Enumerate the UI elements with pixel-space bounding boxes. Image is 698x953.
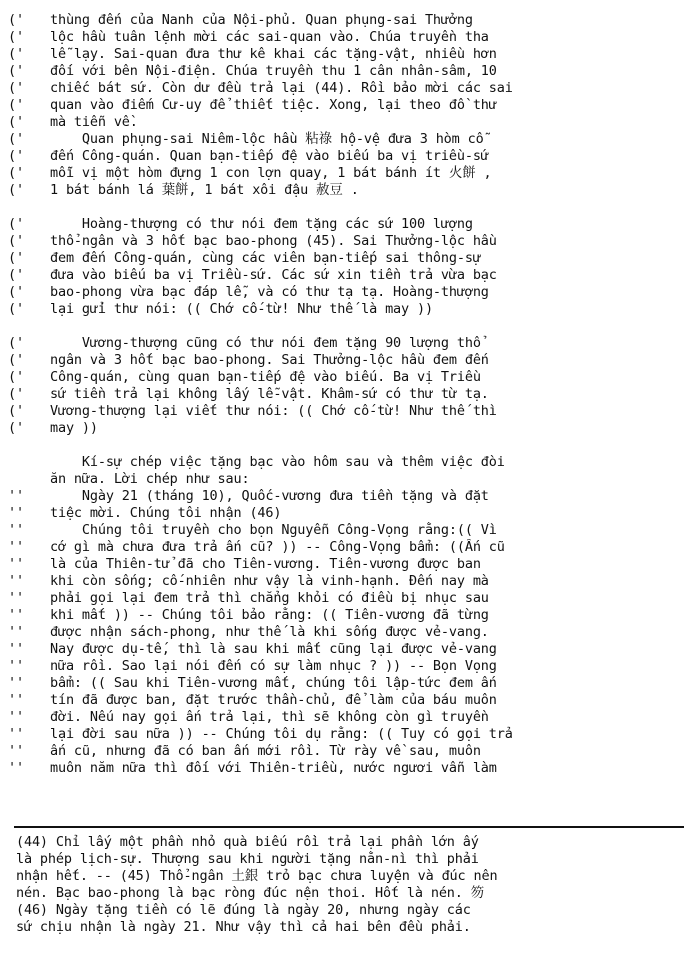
text-line [0, 148, 698, 165]
margin-mark: (' [8, 301, 24, 317]
margin-mark: (' [8, 131, 24, 147]
text-line [0, 267, 698, 284]
margin-mark: (' [8, 386, 24, 402]
line-text: lễ lạy. Sai-quan đưa thư kê khai các tặng-vật, nhiều hơn [50, 46, 497, 62]
margin-mark: (' [8, 369, 24, 385]
text-line [0, 386, 698, 403]
text-line [0, 556, 698, 573]
margin-mark: '' [8, 692, 24, 708]
text-line [0, 437, 698, 454]
line-text: Công-quán, cùng quan bạn-tiếp đệ vào biếu. Ba vị Triều [50, 369, 481, 385]
margin-mark: '' [8, 488, 24, 504]
text-line [0, 488, 698, 505]
text-line [0, 199, 698, 216]
text-line [0, 46, 698, 63]
line-text: 1 bát bánh lá 葉餅, 1 bát xôi đậu 赦豆 . [50, 182, 359, 198]
text-line [0, 250, 698, 267]
margin-mark: (' [8, 284, 24, 300]
line-text: ấn cũ, nhưng đã có ban ấn mới rồi. Từ rày về sau, muôn [50, 743, 481, 759]
margin-mark: '' [8, 607, 24, 623]
text-line [0, 658, 698, 675]
text-line [0, 454, 698, 471]
margin-mark: (' [8, 335, 24, 351]
margin-mark: (' [8, 233, 24, 249]
text-line [0, 709, 698, 726]
text-line [0, 607, 698, 624]
line-text: ăn nữa. Lời chép như sau: [50, 471, 250, 487]
line-text: muôn năm nữa thì đối với Thiên-triều, nước ngươi vẫn làm [50, 760, 497, 776]
line-text: đối với bên Nội-điện. Chúa truyền thu 1 cân nhân-sâm, 10 [50, 63, 497, 79]
line-text: tiệc mời. Chúng tôi nhận (46) [50, 505, 282, 521]
margin-mark: (' [8, 63, 24, 79]
text-line [0, 284, 698, 301]
text-line [0, 573, 698, 590]
text-line [0, 182, 698, 199]
text-line [0, 760, 698, 777]
text-line [0, 165, 698, 182]
line-text: đưa vào biếu ba vị Triều-sứ. Các sứ xin tiền trả vừa bạc [50, 267, 497, 283]
margin-mark: (' [8, 267, 24, 283]
text-line [0, 29, 698, 46]
text-line [0, 692, 698, 709]
line-text: Nay được dụ-tế, thì là sau khi mất cũng lại được vẻ-vang [50, 641, 497, 657]
margin-mark: '' [8, 760, 24, 776]
margin-mark: '' [8, 624, 24, 640]
margin-mark: (' [8, 216, 24, 232]
line-text: tín đã được ban, đặt trước thần-chủ, để làm của báu muôn [50, 692, 497, 708]
text-line [0, 675, 698, 692]
line-text: phải gọi lại đem trả thì chẳng khỏi có điều bị nhục sau [50, 590, 489, 606]
line-text: thổ-ngân và 3 hốt bạc bao-phong (45). Sai Thưởng-lộc hầu [50, 233, 497, 249]
line-text: khi còn sống; cố-nhiên như vậy là vinh-hạnh. Đến nay mà [50, 573, 489, 589]
line-text: Vương-thượng cũng có thư nói đem tặng 90 lượng thổ [50, 335, 481, 351]
line-text: bẩm: (( Sau khi Tiên-vương mất, chúng tôi lập-tức đem ấn [50, 675, 497, 691]
margin-mark: '' [8, 556, 24, 572]
line-text: lại đời sau nữa )) -- Chúng tôi dụ rằng: (( Tuy có gọi trả [50, 726, 513, 742]
margin-mark: '' [8, 522, 24, 538]
line-text: Kí-sự chép việc tặng bạc vào hôm sau và thêm việc đòi [50, 454, 505, 470]
footnote-separator [14, 826, 684, 828]
line-text: ngân và 3 hốt bạc bao-phong. Sai Thưởng-lộc hầu đem đến [50, 352, 489, 368]
margin-mark: '' [8, 573, 24, 589]
margin-mark: '' [8, 743, 24, 759]
margin-mark: (' [8, 12, 24, 28]
line-text: đem đến Công-quán, cùng các viên bạn-tiếp sai thông-sự [50, 250, 481, 266]
line-text: quan vào điếm Cư-uy để thiết tiệc. Xong, lại theo đồ thư [50, 97, 497, 113]
margin-mark: (' [8, 97, 24, 113]
footnote-line: nén. Bạc bao-phong là bạc ròng đúc nện thoi. Hốt là nén. 笏 [16, 885, 485, 901]
margin-mark: '' [8, 539, 24, 555]
line-text: được nhận sách-phong, như thế là khi sống được vẻ-vang. [50, 624, 489, 640]
text-line [0, 63, 698, 80]
margin-mark: '' [8, 709, 24, 725]
margin-mark: (' [8, 46, 24, 62]
line-text: đến Công-quán. Quan bạn-tiếp đệ vào biếu ba vị triều-sứ [50, 148, 489, 164]
margin-mark: (' [8, 114, 24, 130]
line-text: mà tiễn về. [50, 114, 138, 130]
text-line [0, 114, 698, 131]
margin-mark: '' [8, 726, 24, 742]
footnote-line: nhận hết. -- (45) Thổ-ngân 土銀 trỏ bạc chưa luyện và đúc nên [16, 868, 498, 884]
margin-mark: (' [8, 403, 24, 419]
line-text: mỗi vị một hòm đựng 1 con lợn quay, 1 bát bánh ít 火餅 , [50, 165, 492, 181]
text-line [0, 233, 698, 250]
line-text: bao-phong vừa bạc đáp lễ, và có thư tạ tạ. Hoàng-thượng [50, 284, 489, 300]
margin-mark: '' [8, 641, 24, 657]
margin-mark: (' [8, 148, 24, 164]
line-text: Quan phụng-sai Niêm-lộc hầu 粘祿 hộ-vệ đưa 3 hòm cỗ [50, 131, 484, 147]
text-line [0, 590, 698, 607]
line-text: Vương-thượng lại viết thư nói: (( Chớ cố-từ! Như thế thì [50, 403, 497, 419]
line-text: Chúng tôi truyền cho bọn Nguyễn Công-Vọng rằng:(( Vì [50, 522, 497, 538]
footnote-line: (46) Ngày tặng tiền có lẽ đúng là ngày 20, nhưng ngày các [16, 902, 471, 918]
footnote-line: là phép lịch-sự. Thượng sau khi người tặng nằn-nì thì phải [16, 851, 479, 867]
text-line [0, 420, 698, 437]
line-text: may )) [50, 420, 98, 436]
margin-mark: (' [8, 80, 24, 96]
text-line [0, 352, 698, 369]
line-text: đời. Nếu nay gọi ấn trả lại, thì sẽ không còn gì truyền [50, 709, 489, 725]
margin-mark: (' [8, 352, 24, 368]
margin-mark: (' [8, 29, 24, 45]
footnote-line: sứ chịu nhận là ngày 21. Như vậy thì cả hai bên đều phải. [16, 919, 471, 935]
line-text: thùng đến của Nanh của Nội-phủ. Quan phụng-sai Thưởng [50, 12, 473, 28]
margin-mark: '' [8, 658, 24, 674]
text-line [0, 505, 698, 522]
margin-mark: '' [8, 505, 24, 521]
text-line [0, 97, 698, 114]
text-line [0, 318, 698, 335]
line-text: lộc hầu tuân lệnh mời các sai-quan vào. Chúa truyền tha [50, 29, 489, 45]
line-text: chiếc bát sứ. Còn dư đều trả lại (44). Rồi bảo mời các sai [50, 80, 513, 96]
text-line [0, 522, 698, 539]
margin-mark: (' [8, 182, 24, 198]
text-line [0, 726, 698, 743]
text-line [0, 12, 698, 29]
footnote-line: (44) Chỉ lấy một phần nhỏ quà biếu rồi trả lại phần lớn ấy [16, 834, 479, 850]
text-line [0, 539, 698, 556]
text-line [0, 641, 698, 658]
text-line [0, 743, 698, 760]
margin-mark: (' [8, 420, 24, 436]
line-text: sứ tiền trả lại không lấy lễ-vật. Khâm-sứ có thư từ tạ. [50, 386, 489, 402]
margin-mark: '' [8, 590, 24, 606]
line-text: Ngày 21 (tháng 10), Quốc-vương đưa tiền tặng và đặt [50, 488, 489, 504]
margin-mark: (' [8, 165, 24, 181]
line-text: khi mất )) -- Chúng tôi bảo rằng: (( Tiên-vương đã từng [50, 607, 489, 623]
margin-mark: '' [8, 675, 24, 691]
text-line [0, 471, 698, 488]
text-line [0, 301, 698, 318]
text-line [0, 80, 698, 97]
text-line [0, 335, 698, 352]
line-text: cớ gì mà chưa đưa trả ấn cũ? )) -- Công-Vọng bẩm: ((Ấn cũ [50, 539, 505, 555]
text-line [0, 624, 698, 641]
line-text: nữa rồi. Sao lại nói đến có sự làm nhục ? )) -- Bọn Vọng [50, 658, 497, 674]
line-text: Hoàng-thượng có thư nói đem tặng các sứ 100 lượng [50, 216, 473, 232]
text-line [0, 216, 698, 233]
text-line [0, 403, 698, 420]
line-text: là của Thiên-tử đã cho Tiên-vương. Tiên-vương được ban [50, 556, 481, 572]
text-line [0, 131, 698, 148]
line-text: lại gửi thư nói: (( Chớ cố-từ! Như thế là may )) [50, 301, 433, 317]
text-line [0, 369, 698, 386]
margin-mark: (' [8, 250, 24, 266]
